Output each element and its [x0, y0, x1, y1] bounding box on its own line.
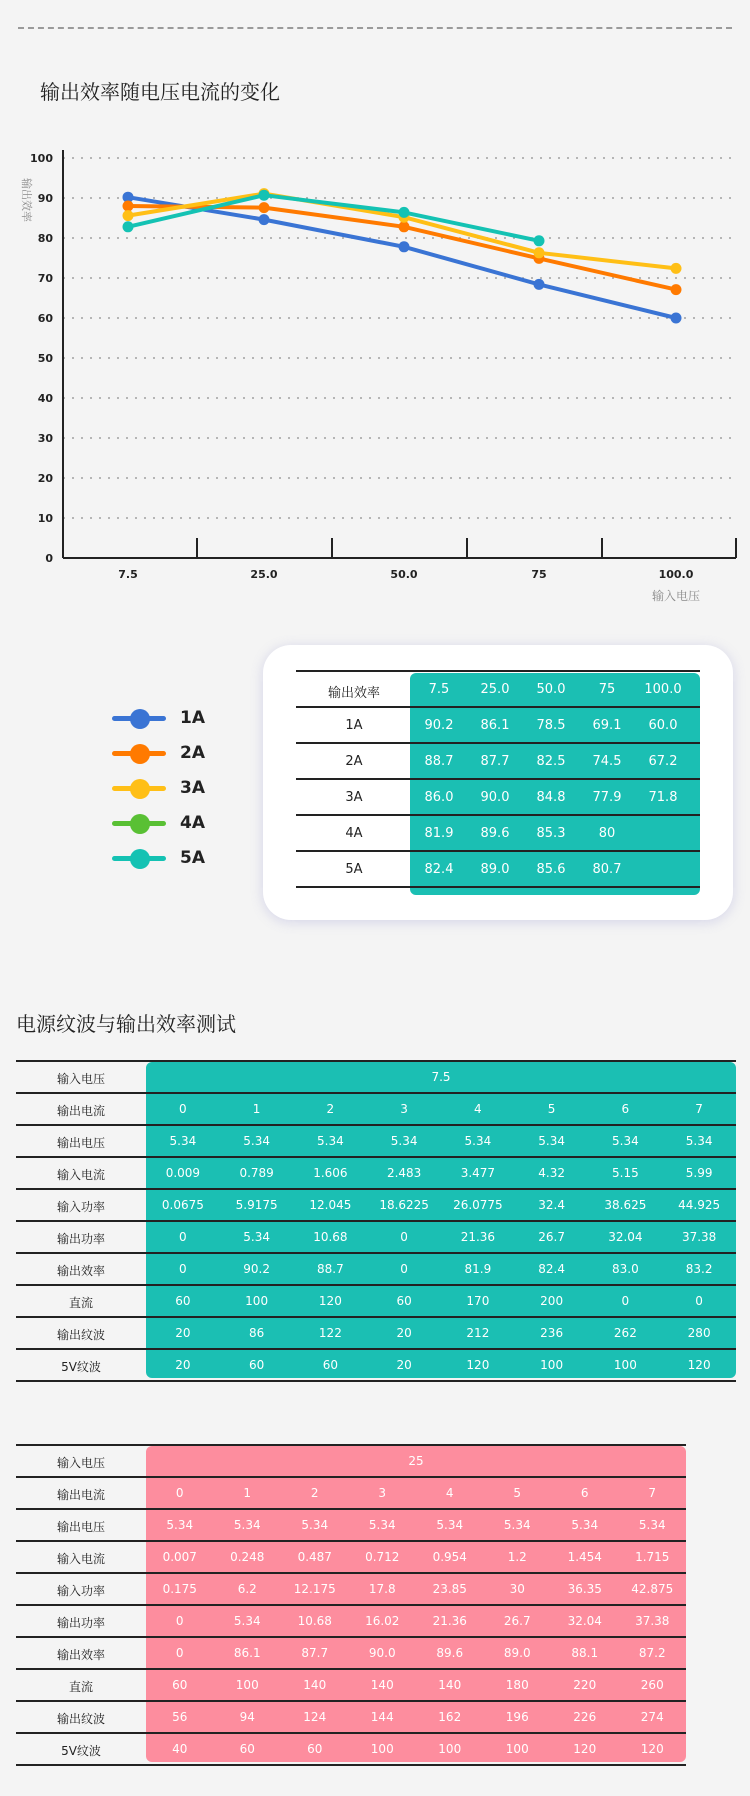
legend-item-5A — [110, 848, 230, 868]
efficiency-row-label: 4A — [345, 826, 363, 841]
ripple-cell: 120 — [466, 1358, 490, 1372]
ripple-row — [16, 1220, 736, 1254]
efficiency-cell: 82.4 — [424, 862, 454, 877]
ripple-row-label: 输出效率 — [56, 1264, 105, 1278]
x-tick-label: 75 — [531, 568, 547, 581]
ripple-cell: 144 — [370, 1710, 394, 1724]
ripple-row — [16, 1572, 686, 1606]
efficiency-cell: 89.0 — [480, 862, 510, 877]
efficiency-row — [296, 742, 700, 780]
ripple-cell: 81.9 — [464, 1262, 492, 1276]
legend-marker — [130, 814, 150, 834]
ripple-row-label: 输入电压 — [56, 1456, 105, 1470]
ripple-cell: 0.175 — [162, 1582, 197, 1596]
ripple-cell: 100 — [245, 1294, 269, 1308]
ripple-cell: 26.0775 — [453, 1198, 503, 1212]
ripple-cell: 89.0 — [503, 1646, 531, 1660]
ripple-row — [16, 1284, 736, 1318]
x-axis-label: 输入电压 — [651, 589, 700, 603]
top-dashed-divider — [18, 27, 732, 29]
data-point-5A — [399, 207, 410, 218]
ripple-cell: 4 — [474, 1102, 482, 1116]
efficiency-cell: 80.7 — [592, 862, 622, 877]
ripple-cell: 226 — [573, 1710, 597, 1724]
ripple-row-label: 输入电压 — [56, 1072, 105, 1086]
ripple-cell: 82.4 — [538, 1262, 565, 1276]
ripple-cell: 5.34 — [638, 1518, 666, 1532]
data-point-2A — [123, 201, 134, 212]
ripple-cell: 100 — [613, 1358, 637, 1372]
ripple-cell: 32.04 — [608, 1230, 643, 1244]
ripple-cell: 16.02 — [365, 1614, 400, 1628]
ripple-cell: 0.789 — [239, 1166, 274, 1180]
ripple-input-voltage: 25 — [408, 1454, 424, 1468]
efficiency-cell: 86.0 — [424, 790, 454, 805]
legend-item-4A — [110, 813, 230, 833]
efficiency-cell: 90.0 — [480, 790, 510, 805]
ripple-cell: 180 — [505, 1678, 529, 1692]
ripple-cell: 0.248 — [230, 1550, 265, 1564]
efficiency-cell: 77.9 — [592, 790, 622, 805]
ripple-cell: 21.36 — [432, 1614, 467, 1628]
ripple-cell: 90.2 — [243, 1262, 270, 1276]
legend-marker — [130, 709, 150, 729]
efficiency-cell: 25.0 — [480, 682, 510, 697]
ripple-cell: 0.712 — [365, 1550, 400, 1564]
ripple-cell: 5.34 — [503, 1518, 531, 1532]
ripple-cell: 30 — [509, 1582, 525, 1596]
ripple-row-label: 输出电流 — [56, 1488, 105, 1502]
ripple-row — [16, 1508, 686, 1542]
legend-item-3A — [110, 778, 230, 798]
legend-item-1A — [110, 708, 230, 728]
ripple-cell: 60 — [307, 1742, 323, 1756]
ripple-cell: 21.36 — [460, 1230, 496, 1244]
y-tick-label: 30 — [37, 432, 53, 445]
ripple-row-label: 输入功率 — [56, 1584, 105, 1598]
ripple-cell: 2.483 — [386, 1166, 422, 1180]
ripple-cell: 6 — [621, 1102, 630, 1116]
x-tick-label: 25.0 — [250, 568, 278, 581]
ripple-cell: 40 — [172, 1742, 188, 1756]
ripple-cell: 12.045 — [309, 1198, 352, 1212]
ripple-cell: 0 — [175, 1646, 184, 1660]
ripple-cell: 12.175 — [293, 1582, 336, 1596]
ripple-cell: 1 — [252, 1102, 261, 1116]
ripple-cell: 23.85 — [432, 1582, 467, 1596]
legend-label: 5A — [180, 848, 205, 868]
data-point-2A — [671, 284, 682, 295]
ripple-cell: 5.34 — [243, 1134, 270, 1148]
ripple-cell: 10.68 — [313, 1230, 348, 1244]
ripple-cell: 212 — [466, 1326, 490, 1340]
ripple-cell: 100 — [235, 1678, 259, 1692]
efficiency-cell: 88.7 — [424, 754, 454, 769]
ripple-cell: 1.606 — [313, 1166, 348, 1180]
ripple-cell: 26.7 — [503, 1614, 531, 1628]
efficiency-cell: 71.8 — [648, 790, 678, 805]
ripple-cell: 60 — [322, 1358, 339, 1372]
efficiency-row — [296, 850, 700, 888]
ripple-cell: 36.35 — [567, 1582, 602, 1596]
ripple-cell: 60 — [396, 1294, 412, 1308]
ripple-row — [16, 1732, 686, 1766]
ripple-cell: 17.8 — [368, 1582, 396, 1596]
ripple-row-label: 输入电流 — [56, 1168, 105, 1182]
ripple-cell: 280 — [687, 1326, 711, 1340]
efficiency-cell: 87.7 — [480, 754, 510, 769]
ripple-cell: 5.34 — [368, 1518, 396, 1532]
ripple-cell: 88.1 — [571, 1646, 599, 1660]
y-axis-label: 输出效率 — [20, 178, 33, 222]
ripple-cell: 162 — [438, 1710, 462, 1724]
ripple-cell: 1.454 — [567, 1550, 602, 1564]
ripple-cell: 3 — [378, 1486, 387, 1500]
ripple-cell: 0 — [179, 1262, 187, 1276]
efficiency-row — [296, 814, 700, 852]
ripple-cell: 5.9175 — [235, 1198, 278, 1212]
x-tick-label: 7.5 — [118, 568, 138, 581]
ripple-cell: 100 — [505, 1742, 529, 1756]
x-tick-label: 50.0 — [390, 568, 418, 581]
ripple-cell: 86.1 — [233, 1646, 261, 1660]
ripple-cell: 0.009 — [165, 1166, 201, 1180]
ripple-cell: 5.34 — [390, 1134, 418, 1148]
ripple-cell: 262 — [613, 1326, 637, 1340]
efficiency-cell: 74.5 — [592, 754, 622, 769]
legend-label: 3A — [180, 778, 205, 798]
ripple-cell: 2 — [326, 1102, 335, 1116]
ripple-cell: 87.2 — [638, 1646, 666, 1660]
ripple-cell: 200 — [540, 1294, 564, 1308]
ripple-cell: 170 — [466, 1294, 490, 1308]
ripple-row-label: 输出纹波 — [56, 1712, 105, 1726]
ripple-row-label: 输入功率 — [56, 1200, 105, 1214]
y-tick-label: 70 — [37, 272, 53, 285]
legend-marker — [130, 744, 150, 764]
ripple-cell: 5.99 — [685, 1166, 713, 1180]
ripple-cell: 18.6225 — [379, 1198, 429, 1212]
ripple-cell: 44.925 — [678, 1198, 721, 1212]
ripple-cell: 6 — [580, 1486, 589, 1500]
efficiency-cell: 85.3 — [536, 826, 566, 841]
ripple-cell: 5.34 — [243, 1230, 270, 1244]
ripple-row — [16, 1348, 736, 1382]
ripple-cell: 89.6 — [436, 1646, 464, 1660]
ripple-row — [16, 1476, 686, 1510]
efficiency-row — [296, 670, 700, 708]
efficiency-cell: 81.9 — [424, 826, 454, 841]
data-point-2A — [259, 202, 270, 213]
efficiency-row-label: 3A — [345, 790, 363, 805]
efficiency-cell: 60.0 — [648, 718, 678, 733]
ripple-cell: 1.2 — [507, 1550, 527, 1564]
efficiency-cell: 50.0 — [536, 682, 566, 697]
ripple-cell: 94 — [239, 1710, 255, 1724]
ripple-cell: 5.34 — [301, 1518, 329, 1532]
ripple-row — [16, 1316, 736, 1350]
ripple-cell: 5.34 — [166, 1518, 194, 1532]
ripple-row-label: 输出功率 — [56, 1232, 105, 1246]
efficiency-row-label: 2A — [345, 754, 363, 769]
ripple-cell: 196 — [505, 1710, 529, 1724]
efficiency-cell: 89.6 — [480, 826, 510, 841]
y-tick-label: 80 — [37, 232, 53, 245]
ripple-row-label: 5V纹波 — [61, 1744, 101, 1758]
efficiency-cell: 7.5 — [428, 682, 450, 697]
ripple-cell: 5.34 — [233, 1614, 261, 1628]
ripple-cell: 4 — [445, 1486, 454, 1500]
ripple-cell: 20 — [175, 1326, 191, 1340]
ripple-cell: 100 — [438, 1742, 462, 1756]
efficiency-row — [296, 778, 700, 816]
ripple-row-label: 输出电压 — [56, 1136, 105, 1150]
ripple-cell: 56 — [172, 1710, 188, 1724]
ripple-cell: 5.34 — [571, 1518, 599, 1532]
ripple-cell: 0 — [400, 1262, 408, 1276]
ripple-cell: 0 — [621, 1294, 630, 1308]
ripple-cell: 86 — [248, 1326, 265, 1340]
chart-title: 输出效率随电压电流的变化 — [40, 80, 280, 104]
ripple-cell: 100 — [370, 1742, 394, 1756]
ripple-cell: 60 — [175, 1294, 191, 1308]
efficiency-cell: 86.1 — [480, 718, 510, 733]
efficiency-cell: 82.5 — [536, 754, 566, 769]
ripple-cell: 10.68 — [297, 1614, 332, 1628]
data-point-1A — [534, 279, 545, 290]
legend-item-2A — [110, 743, 230, 763]
ripple-cell: 5.15 — [612, 1166, 639, 1180]
ripple-cell: 37.38 — [635, 1614, 670, 1628]
efficiency-cell: 78.5 — [536, 718, 566, 733]
ripple-cell: 5 — [547, 1102, 556, 1116]
ripple-cell: 0.954 — [432, 1550, 467, 1564]
ripple-cell: 60 — [239, 1742, 255, 1756]
ripple-cell: 5.34 — [464, 1134, 492, 1148]
y-tick-label: 50 — [37, 352, 53, 365]
efficiency-cell: 85.6 — [536, 862, 566, 877]
ripple-row — [16, 1604, 686, 1638]
ripple-row-label: 输出效率 — [56, 1648, 105, 1662]
ripple-cell: 3 — [400, 1102, 408, 1116]
ripple-cell: 0 — [175, 1614, 184, 1628]
legend-marker — [130, 779, 150, 799]
ripple-cell: 120 — [573, 1742, 597, 1756]
ripple-cell: 220 — [573, 1678, 597, 1692]
efficiency-cell: 100.0 — [644, 682, 682, 697]
efficiency-row-label: 5A — [345, 862, 363, 877]
efficiency-cell: 67.2 — [648, 754, 678, 769]
data-point-3A — [123, 210, 134, 221]
ripple-cell: 5 — [513, 1486, 522, 1500]
ripple-row — [16, 1252, 736, 1286]
y-tick-label: 40 — [37, 392, 53, 405]
data-point-3A — [534, 247, 545, 258]
ripple-cell: 120 — [640, 1742, 664, 1756]
y-tick-label: 0 — [45, 552, 53, 565]
ripple-cell: 20 — [175, 1358, 191, 1372]
ripple-cell: 140 — [370, 1678, 394, 1692]
ripple-cell: 260 — [640, 1678, 664, 1692]
efficiency-row-label: 1A — [345, 718, 363, 733]
ripple-cell: 87.7 — [301, 1646, 329, 1660]
ripple-cell: 37.38 — [681, 1230, 717, 1244]
ripple-row — [16, 1060, 736, 1094]
ripple-cell: 5.34 — [233, 1518, 261, 1532]
ripple-cell: 0 — [695, 1294, 703, 1308]
ripple-row — [16, 1124, 736, 1158]
ripple-row-label: 直流 — [68, 1296, 93, 1310]
ripple-cell: 5.34 — [436, 1518, 464, 1532]
ripple-cell: 236 — [540, 1326, 564, 1340]
ripple-cell: 5.34 — [169, 1134, 197, 1148]
data-point-2A — [399, 221, 410, 232]
ripple-cell: 100 — [540, 1358, 564, 1372]
data-point-5A — [534, 235, 545, 246]
ripple-row — [16, 1092, 736, 1126]
ripple-cell: 122 — [318, 1326, 342, 1340]
ripple-row — [16, 1188, 736, 1222]
data-point-5A — [259, 190, 270, 201]
ripple-input-voltage: 7.5 — [431, 1070, 451, 1084]
ripple-cell: 120 — [318, 1294, 342, 1308]
ripple-cell: 1 — [243, 1486, 252, 1500]
efficiency-row-label: 输出效率 — [327, 686, 380, 701]
ripple-cell: 1.715 — [635, 1550, 670, 1564]
ripple-row-label: 输出纹波 — [56, 1328, 105, 1342]
ripple-row-label: 直流 — [68, 1680, 93, 1694]
efficiency-row — [296, 706, 700, 744]
ripple-cell: 60 — [172, 1678, 188, 1692]
ripple-cell: 83.2 — [685, 1262, 713, 1276]
ripple-cell: 0.007 — [162, 1550, 197, 1564]
ripple-cell: 6.2 — [237, 1582, 257, 1596]
legend-label: 1A — [180, 708, 205, 728]
ripple-cell: 5.34 — [685, 1134, 713, 1148]
ripple-cell: 32.04 — [567, 1614, 602, 1628]
ripple-cell: 83.0 — [612, 1262, 639, 1276]
ripple-row — [16, 1700, 686, 1734]
ripple-cell: 0.487 — [297, 1550, 332, 1564]
efficiency-cell: 75 — [598, 682, 616, 697]
ripple-cell: 20 — [396, 1358, 412, 1372]
ripple-cell: 120 — [687, 1358, 711, 1372]
ripple-row-label: 输入电流 — [56, 1552, 105, 1566]
ripple-cell: 0 — [179, 1230, 187, 1244]
ripple-cell: 140 — [438, 1678, 462, 1692]
y-tick-label: 10 — [37, 512, 53, 525]
efficiency-cell: 84.8 — [536, 790, 566, 805]
ripple-row — [16, 1668, 686, 1702]
ripple-row-label: 输出功率 — [56, 1616, 105, 1630]
ripple-cell: 2 — [310, 1486, 319, 1500]
ripple-cell: 140 — [303, 1678, 327, 1692]
section-title: 电源纹波与输出效率测试 — [16, 1012, 236, 1036]
ripple-cell: 5.34 — [612, 1134, 639, 1148]
ripple-cell: 124 — [303, 1710, 327, 1724]
ripple-cell: 4.32 — [538, 1166, 565, 1180]
ripple-cell: 0 — [400, 1230, 408, 1244]
data-point-5A — [123, 221, 134, 232]
data-point-3A — [671, 263, 682, 274]
y-tick-label: 90 — [37, 192, 53, 205]
ripple-row-label: 5V纹波 — [61, 1360, 101, 1374]
ripple-cell: 20 — [396, 1326, 412, 1340]
ripple-cell: 0 — [175, 1486, 184, 1500]
ripple-cell: 88.7 — [317, 1262, 344, 1276]
ripple-cell: 0 — [179, 1102, 187, 1116]
ripple-cell: 32.4 — [538, 1198, 565, 1212]
ripple-row — [16, 1636, 686, 1670]
ripple-cell: 274 — [640, 1710, 664, 1724]
legend-label: 2A — [180, 743, 205, 763]
data-point-1A — [399, 241, 410, 252]
y-tick-label: 60 — [37, 312, 53, 325]
y-tick-label: 20 — [37, 472, 53, 485]
data-point-1A — [259, 214, 270, 225]
ripple-cell: 38.625 — [604, 1198, 647, 1212]
efficiency-cell: 80 — [598, 826, 616, 841]
ripple-row-label: 输出电流 — [56, 1104, 105, 1118]
ripple-cell: 3.477 — [460, 1166, 496, 1180]
legend-marker — [130, 849, 150, 869]
ripple-row — [16, 1540, 686, 1574]
y-tick-label: 100 — [30, 152, 53, 165]
efficiency-cell: 90.2 — [424, 718, 454, 733]
ripple-cell: 42.875 — [631, 1582, 674, 1596]
ripple-row — [16, 1444, 686, 1478]
ripple-cell: 26.7 — [538, 1230, 565, 1244]
efficiency-cell: 69.1 — [592, 718, 622, 733]
efficiency-line-chart — [0, 130, 750, 610]
legend-label: 4A — [180, 813, 205, 833]
ripple-row — [16, 1156, 736, 1190]
data-point-1A — [671, 313, 682, 324]
ripple-cell: 60 — [248, 1358, 265, 1372]
ripple-row-label: 输出电压 — [56, 1520, 105, 1534]
ripple-cell: 90.0 — [368, 1646, 396, 1660]
ripple-cell: 7 — [695, 1102, 703, 1116]
ripple-cell: 5.34 — [538, 1134, 565, 1148]
ripple-cell: 0.0675 — [161, 1198, 204, 1212]
x-tick-label: 100.0 — [658, 568, 694, 581]
ripple-cell: 7 — [648, 1486, 657, 1500]
ripple-cell: 5.34 — [317, 1134, 344, 1148]
